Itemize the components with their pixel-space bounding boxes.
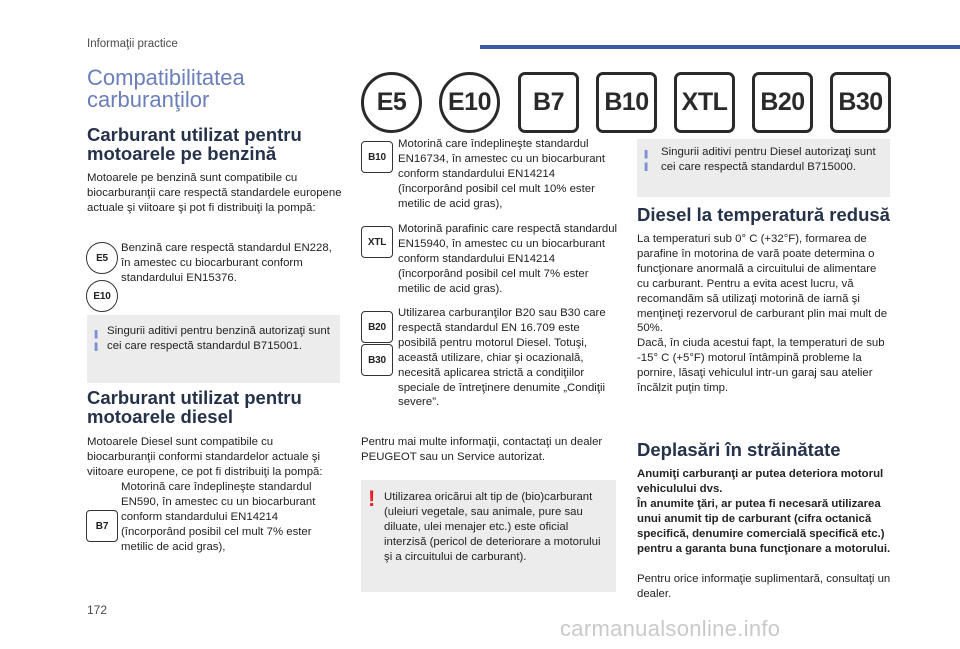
- b7-icon: B7: [86, 510, 118, 542]
- diesel-b10-text: Motorină care îndeplineşte standardul EN16734, în amestec cu un biocarburant conform standardului EN14214 (încorporând posibil cel mult 10% ester metilic de acid gras),: [398, 138, 606, 210]
- fuel-badge-e10: E10: [439, 72, 500, 133]
- diesel-b7-text: Motorină care îndeplineşte standardul EN590, în amestec cu un biocarburant conform standardului EN14214 (încorporând posibil cel mult 7% ester metilic de acid gras),: [121, 481, 316, 553]
- b20-icon: B20: [361, 311, 393, 343]
- info-icon: ¦: [93, 326, 100, 351]
- fuel-badge-b30: B30: [830, 72, 891, 133]
- fuel-badge-b7: B7: [518, 72, 579, 133]
- diesel-additive-note: [637, 139, 890, 197]
- abroad-heading: Deplasări în străinătate: [637, 439, 841, 460]
- page-title: Compatibilitatea carburanţilor: [87, 65, 245, 112]
- page-number: 172: [87, 603, 108, 617]
- e10-icon: E10: [86, 280, 118, 312]
- diesel-heading: Carburant utilizat pentru motoarele diesel: [87, 387, 302, 427]
- fuel-badges: [361, 72, 891, 133]
- diesel-intro: Motoarele Diesel sunt compatibile cu biocarburanţii conformi standardelor actuale şi viitoare europene, ce pot fi distribuiţi la pompă:: [87, 436, 323, 478]
- petrol-e-fuels-text: Benzină care respectă standardul EN228, în amestec cu biocarburant conform standardului EN15376.: [121, 242, 332, 284]
- diesel-more-info: Pentru mai multe informaţii, contactaţi un dealer PEUGEOT sau un Service autorizat.: [361, 436, 603, 463]
- fuel-badge-b20: B20: [752, 72, 813, 133]
- cold-text: La temperaturi sub 0° C (+32°F), formarea de parafine în motorina de vară poate determina o funcţionare anormală a circuitului de alimentare cu carburant. Pentru a evita acest lucru, vă recomandăm să utilizaţi motorină de iarnă şi menţineţi rezervorul de carburant plin mai mult de 50%. Dacă, în ciuda acestui fapt, la temperaturi de sub -15° C (+5°F) motorul întâmpină probleme la pornire, lăsaţi vehiculul intr-un garaj sau atelier încălzit puţin timp.: [637, 233, 888, 395]
- petrol-note-text: Singurii aditivi pentru benzină autorizaţi sunt cei care respectă standardul B715001.: [107, 325, 330, 352]
- section-label: Informaţii practice: [87, 38, 178, 50]
- fuel-badge-e5: E5: [361, 72, 422, 133]
- header-rule: [480, 45, 960, 49]
- fuel-warning-text: Utilizarea oricărui alt tip de (bio)carburant (uleiuri vegetale, sau animale, pure sau diluate, ulei menajer etc.) este oficial interzisă (pericol de deteriorare a motorului şi a circuitului de carburant).: [384, 491, 601, 563]
- fuel-badge-xtl: XTL: [674, 72, 735, 133]
- petrol-intro: Motoarele pe benzină sunt compatibile cu biocarburanţii care respectă standardele europene actuale şi viitoare şi pot fi distribuiţi la pompă:: [87, 172, 342, 214]
- diesel-additive-text: Singurii aditivi pentru Diesel autorizaţi sunt cei care respectă standardul B715000.: [661, 146, 876, 173]
- cold-heading: Diesel la temperatură redusă: [637, 204, 890, 225]
- diesel-xtl-text: Motorină parafinic care respectă standardul EN15940, în amestec cu un biocarburant conform standardului EN14214 (încorporând posibil cel mult 7% ester metilic de acid gras).: [398, 223, 618, 295]
- b30-icon: B30: [361, 344, 393, 376]
- petrol-additive-note: [87, 315, 340, 383]
- warning-icon: !: [368, 486, 376, 511]
- watermark: carmanualsonline.info: [560, 616, 781, 641]
- e5-icon: E5: [86, 242, 118, 274]
- info-icon: ¦: [643, 146, 650, 171]
- abroad-text: Pentru orice informaţie suplimentară, consultaţi un dealer.: [637, 573, 891, 600]
- xtl-icon: XTL: [361, 226, 393, 258]
- fuel-badge-b10: B10: [596, 72, 657, 133]
- abroad-bold-text: Anumiţi carburanţi ar putea deteriora motorul vehiculului dvs. În anumite ţări, ar putea fi necesară utilizarea unui anumit tip de carburant (cifra octanică specifică, denumire comercială specifică etc.) pentru a garanta buna funcţionare a motorului.: [637, 468, 891, 555]
- petrol-heading: Carburant utilizat pentru motoarele pe benzină: [87, 124, 302, 164]
- fuel-warning-note: [361, 480, 616, 592]
- b10-icon: B10: [361, 141, 393, 173]
- diesel-b20-b30-text: Utilizarea carburanţilor B20 sau B30 care respectă standardul EN 16.709 este posibilă pentru motorul Diesel. Totuşi, această utilizare, chiar şi ocazională, necesită aplicarea strictă a condiţiilor speciale de întreţinere denumite „Condiţii severe”.: [398, 307, 606, 409]
